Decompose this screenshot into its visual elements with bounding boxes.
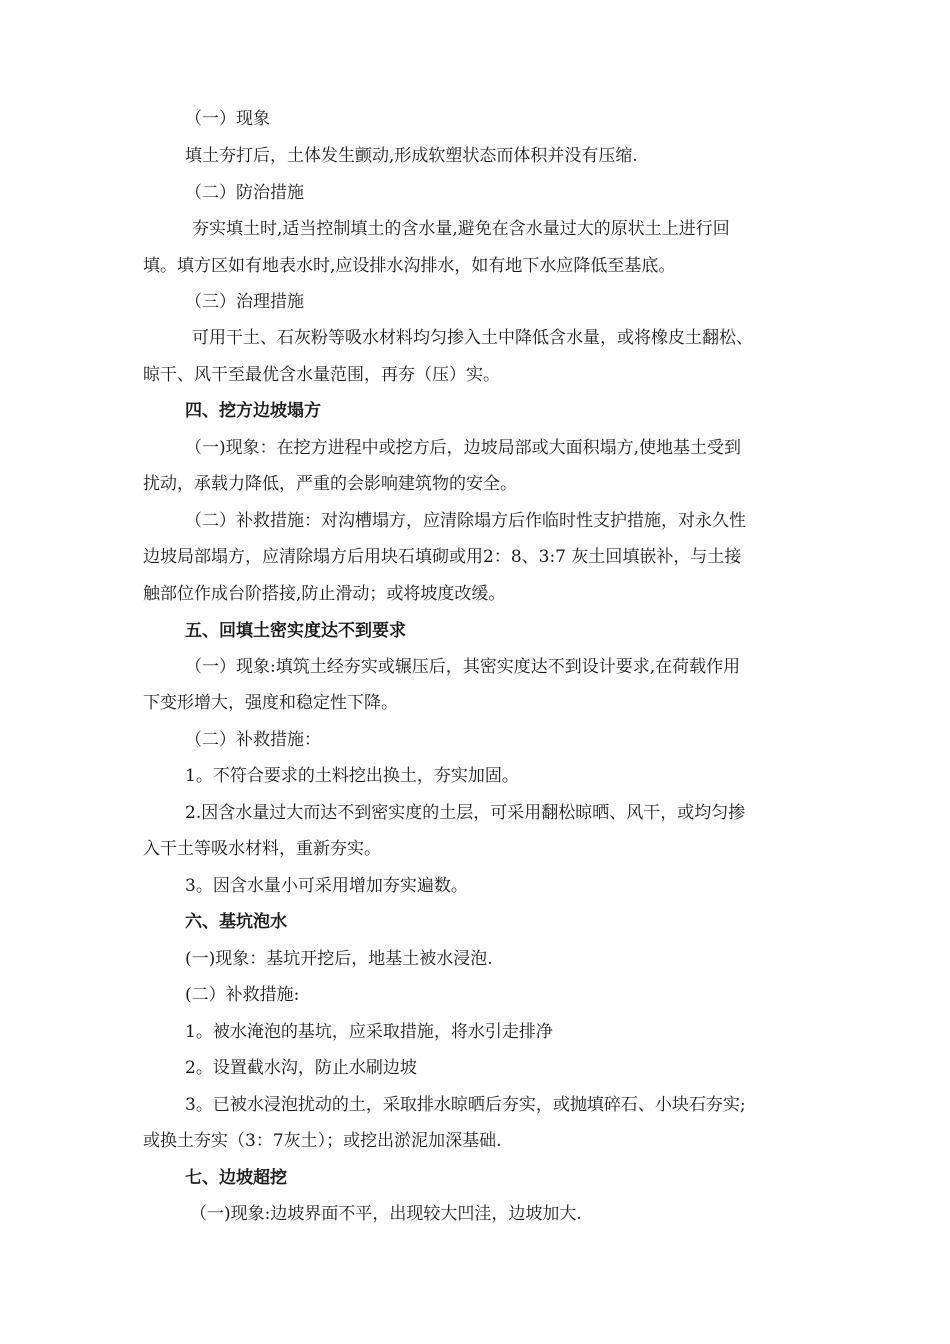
document-page: （一）现象 填土夯打后，土体发生颤动,形成软塑状态而体积并没有压缩. （二）防治措施 夯实填土时,适当控制填土的含水量,避免在含水量过大的原状土上进行回 填。填方区如有地表水时,应设排水沟排水，如有地下水应降低至基底。 （三）治理措施 可用干土、石灰粉等吸水材料均匀掺入土中降低含水量，或将橡皮土翻松、 晾干、风干至最优含水量范围，再夯（压）实。 四、挖方边坡塌方 （一)现象：在挖方进程中或挖方后，边坡局部或大面积塌方,使地基土受到 扰动，承载力降低，严重的会影响建筑物的安全。 （二）补救措施：对沟槽塌方，应清除塌方后作临时性支护措施，对永久性 边坡局部塌方，应清除塌方后用块石填砌或用2：8、3:7 灰土回填嵌补，与土接 触部位作成台阶搭接,防止滑动；或将坡度改缓。 五、回填土密实度达不到要求 （一）现象:填筑土经夯实或辗压后，其密实度达不到设计要求,在荷载作用 下变形增大，强度和稳定性下降。 （二）补救措施： 1。不符合要求的土料挖出换土，夯实加固。 2.因含水量过大而达不到密实度的土层，可采用翻松晾晒、风干，或均匀掺 入干土等吸水材料，重新夯实。 3。因含水量小可采用增加夯实遍数。 六、基坑泡水 (一)现象：基坑开挖后，地基土被水浸泡. (二）补救措施: 1。被水淹泡的基坑，应采取措施，将水引走排净 2。设置截水沟，防止水刷边坡 3。已被水浸泡扰动的土，采取排水晾晒后夯实，或抛填碎石、小块石夯实; 或换土夯实（3：7灰土）；或挖出淤泥加深基础. 七、边坡超挖 （一)现象:边坡界面不平，出现较大凹洼，边坡加大. <box>143 109 753 1224</box>
